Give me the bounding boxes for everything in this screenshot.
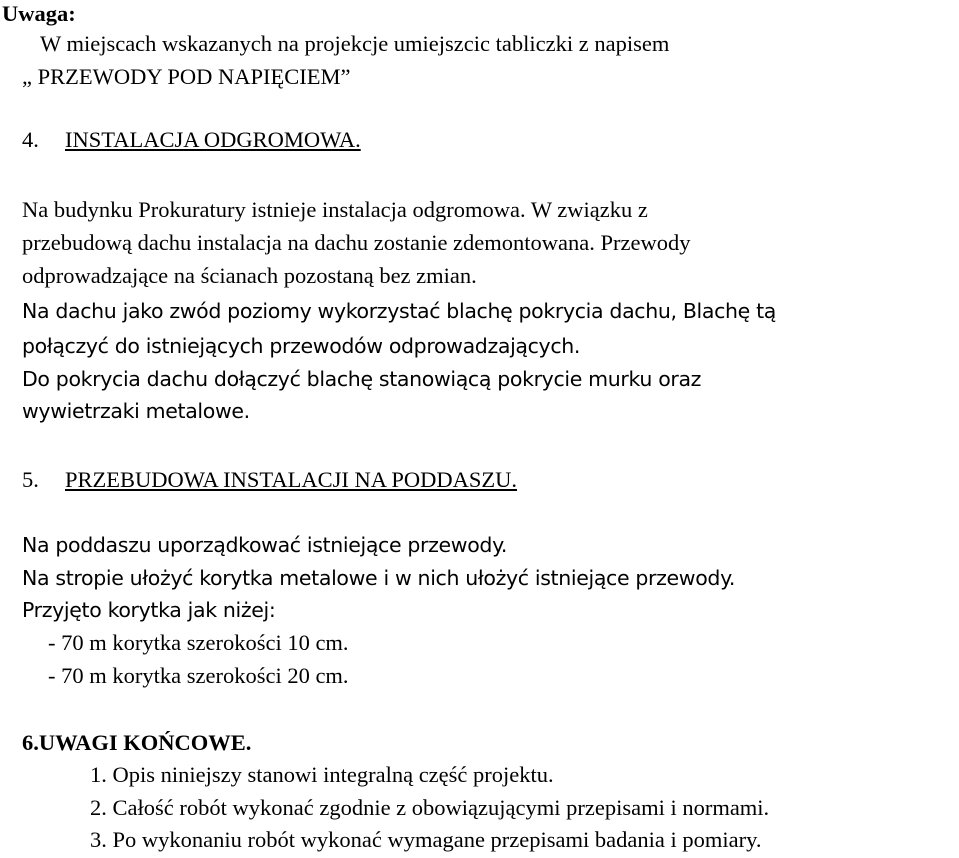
section-4-line-1: Na budynku Prokuratury istnieje instalacja odgromowa. W związku z — [22, 197, 648, 222]
section-4-line-2: przebudową dachu instalacja na dachu zostanie zdemontowana. Przewody — [22, 230, 691, 255]
section-4-line-4: Na dachu jako zwód poziomy wykorzystać blachę pokrycia dachu, Blachę tą — [22, 299, 776, 323]
section-4-line-6: Do pokrycia dachu dołączyć blachę stanowiącą pokrycie murku oraz — [22, 367, 702, 391]
section-5-heading: PRZEBUDOWA INSTALACJI NA PODDASZU. — [65, 467, 517, 492]
section-4-number: 4. — [22, 127, 39, 152]
section-5-number: 5. — [22, 467, 39, 492]
section-4-heading: INSTALACJA ODGROMOWA. — [65, 127, 361, 152]
section-6-item-3: 3. Po wykonaniu robót wykonać wymagane przepisami badania i pomiary. — [90, 827, 762, 852]
section-5-line-2: Na stropie ułożyć korytka metalowe i w nich ułożyć istniejące przewody. — [22, 566, 736, 590]
section-4-line-3: odprowadzające na ścianach pozostaną bez zmian. — [22, 263, 477, 288]
section-6-item-2: 2. Całość robót wykonać zgodnie z obowiązującymi przepisami i normami. — [90, 795, 770, 820]
section-6-heading: 6.UWAGI KOŃCOWE. — [22, 730, 252, 755]
section-5-line-3: Przyjęto korytka jak niżej: — [22, 598, 276, 622]
section-5-item-1: - 70 m korytka szerokości 10 cm. — [48, 630, 349, 655]
section-5-line-1: Na poddaszu uporządkować istniejące przewody. — [22, 533, 508, 557]
note-line-1: W miejscach wskazanych na projekcje umiejszcic tabliczki z napisem — [40, 31, 670, 56]
note-title: Uwaga: — [2, 1, 76, 26]
section-4-line-7: wywietrzaki metalowe. — [22, 399, 250, 423]
section-5-item-2: - 70 m korytka szerokości 20 cm. — [48, 663, 349, 688]
note-line-2: „ PRZEWODY POD NAPIĘCIEM” — [22, 64, 351, 89]
section-4-line-5: połączyć do istniejących przewodów odprowadzających. — [22, 334, 581, 358]
section-6-item-1: 1. Opis niniejszy stanowi integralną część projektu. — [90, 762, 554, 787]
